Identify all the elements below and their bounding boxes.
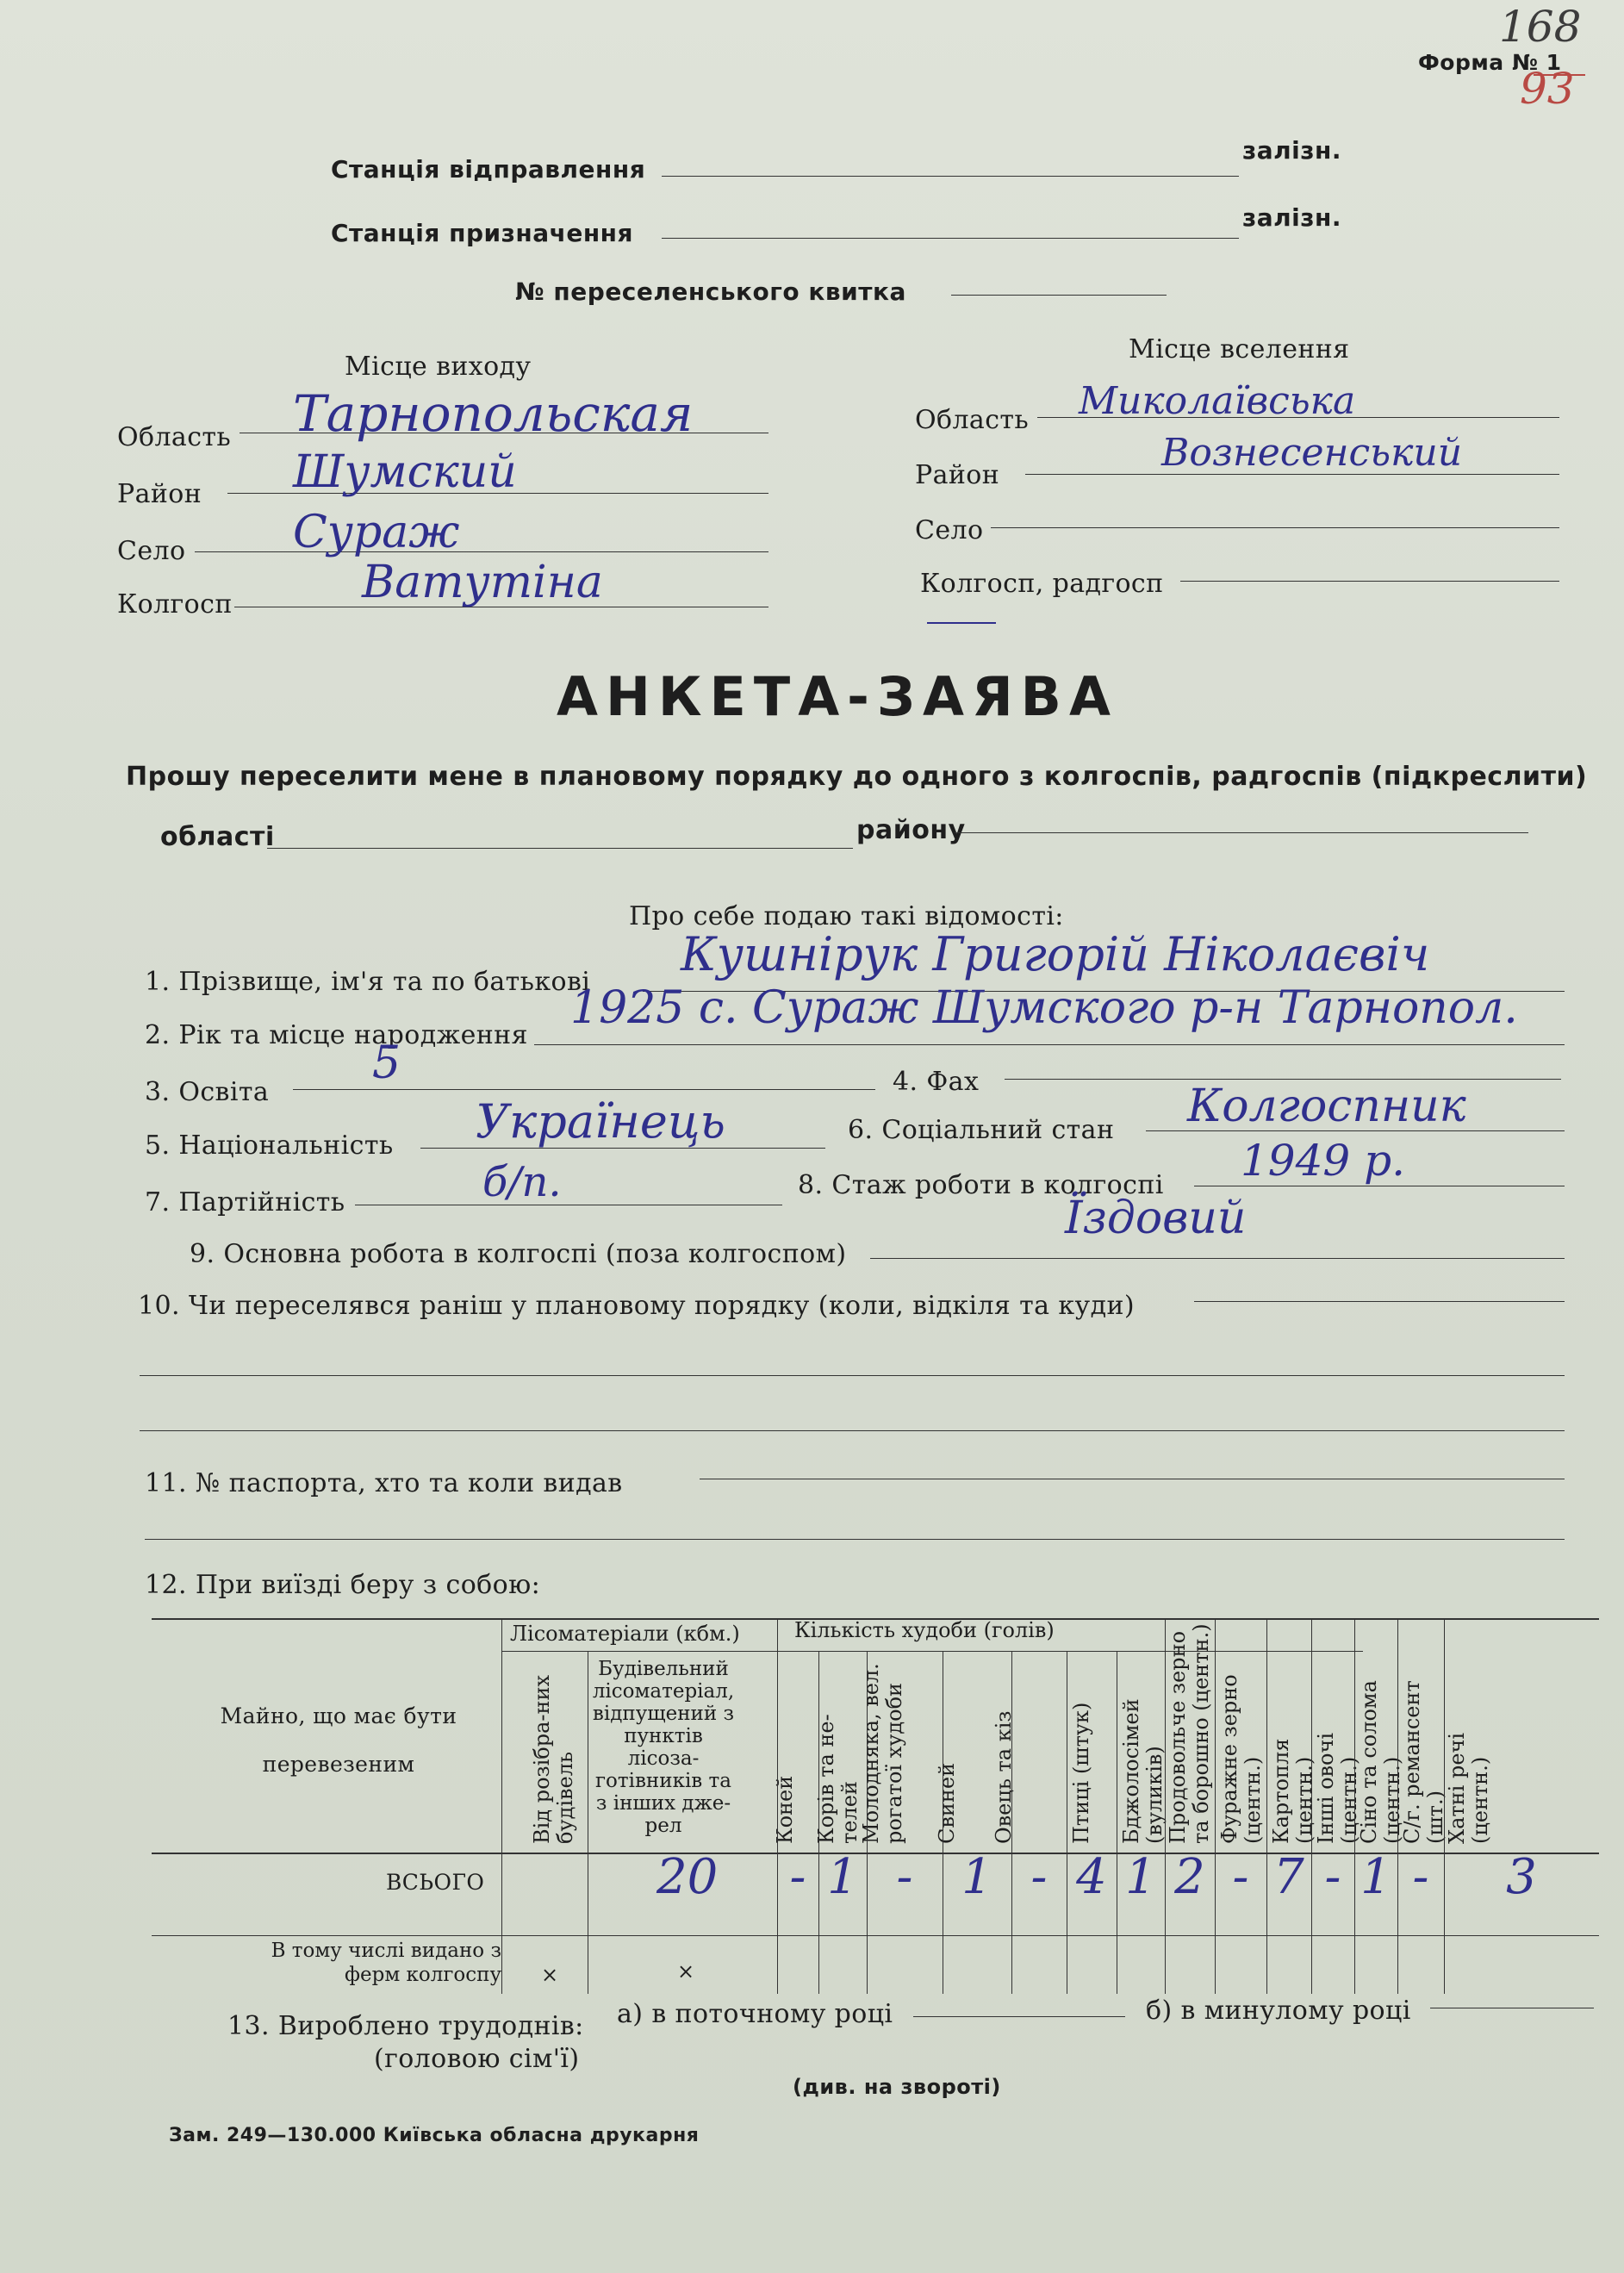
ticket-label: № переселенського квитка	[515, 277, 906, 306]
field-11-extra-line	[145, 1539, 1565, 1540]
row-total-value: -	[789, 1849, 806, 1905]
field-8-value: 1949 р.	[1241, 1136, 1406, 1186]
row-total-value: 4	[1076, 1849, 1107, 1905]
row-total-value: 1	[961, 1849, 992, 1905]
col-food-grain: Продовольче зерно та борошно (центн.)	[1166, 1623, 1213, 1844]
row-total-value: 7	[1273, 1849, 1304, 1905]
field-1-label: 1. Прізвище, ім'я та по батькові	[145, 967, 591, 997]
col-other-vegetables: Інші овочі (центн.)	[1314, 1732, 1361, 1844]
col-farm-equipment: С/г. ремансент (шт.)	[1400, 1680, 1447, 1844]
form-number: Форма № 1	[1418, 50, 1562, 75]
destination-rail-suffix: залізн.	[1242, 203, 1342, 232]
origin-region-value: Тарнопольская	[293, 384, 694, 443]
field-3-label: 3. Освіта	[145, 1077, 270, 1107]
field-10-line	[1194, 1301, 1565, 1302]
livestock-col-pigs: Свиней	[935, 1762, 959, 1844]
row-total-value: 3	[1506, 1849, 1537, 1905]
field-10-extra-line	[140, 1430, 1565, 1431]
field-8-label: 8. Стаж роботи в колгоспі	[798, 1170, 1164, 1200]
field-5-value: Українець	[476, 1094, 725, 1149]
table-column-divider	[1215, 1618, 1216, 1994]
row-total-value: -	[1232, 1849, 1249, 1905]
origin-kolkhoz-label: Колгосп	[117, 589, 233, 620]
row-total-value: 1	[1360, 1849, 1391, 1905]
row-total-value: -	[896, 1849, 913, 1905]
field-12-label: 12. При виїзді беру з собою:	[145, 1570, 541, 1600]
property-header: Майно, що має бути перевезеним	[220, 1703, 457, 1777]
settlement-district-value: Вознесенський	[1161, 431, 1463, 475]
row-total-value: 20	[656, 1849, 719, 1905]
origin-village-line	[195, 551, 768, 552]
belongings-table	[152, 1618, 1599, 1994]
field-4-line	[1005, 1079, 1561, 1080]
timber-col-2-header: Будівельний лісоматеріал, відпущений з пунктів лісоза-готівників та з інших дже-рел	[592, 1658, 735, 1837]
origin-region-label: Область	[117, 422, 232, 452]
table-column-divider	[501, 1618, 502, 1994]
col-household-goods: Хатні речі (центн.)	[1445, 1732, 1492, 1844]
field-13-a-line	[913, 2016, 1125, 2017]
table-column-divider	[1011, 1651, 1012, 1994]
printer-footer: Зам. 249—130.000 Київська обласна друкарня	[169, 2125, 700, 2146]
origin-district-label: Район	[117, 479, 202, 509]
request-line: Прошу переселити мене в плановому порядку до одного з колгоспів, радгоспів (підкреслити)	[126, 762, 1588, 792]
table-column-divider	[1444, 1618, 1445, 1994]
archive-number-red: 93	[1520, 64, 1575, 114]
timber-col-1-header: Від розібра-них будівель	[530, 1674, 577, 1844]
table-column-divider	[1165, 1618, 1166, 1994]
field-5-label: 5. Національність	[145, 1130, 394, 1161]
table-column-divider	[1311, 1618, 1312, 1994]
request-oblast-line	[267, 848, 853, 849]
col-hay-straw: Сіно та солома (центн.)	[1357, 1680, 1404, 1844]
field-13-sub: (головою сім'ї)	[374, 2044, 580, 2074]
see-reverse-note: (див. на звороті)	[793, 2075, 1001, 2099]
origin-kolkhoz-value: Ватутіна	[362, 557, 603, 608]
row-farm-mark: ×	[677, 1959, 695, 1983]
field-9-label: 9. Основна робота в колгоспі (поза колгоспом)	[190, 1239, 847, 1269]
field-9-line	[870, 1258, 1565, 1259]
col-potatoes: Картопля (центн.)	[1269, 1738, 1316, 1844]
livestock-col-young-cattle: Молодняка, вел. рогатої худоби	[859, 1663, 906, 1844]
table-column-divider	[1354, 1618, 1355, 1994]
origin-district-value: Шумский	[293, 446, 517, 498]
table-column-divider	[818, 1651, 819, 1994]
field-9-value: Їздовий	[1065, 1193, 1247, 1244]
table-column-divider	[1266, 1618, 1267, 1994]
livestock-col-sheep-goats: Овець та кіз	[992, 1710, 1016, 1844]
field-7-label: 7. Партійність	[145, 1187, 345, 1217]
row-total-value: 1	[1125, 1849, 1156, 1905]
ticket-line	[951, 295, 1167, 296]
origin-header: Місце виходу	[345, 352, 532, 382]
col-poultry: Птиці (штук)	[1069, 1702, 1093, 1844]
livestock-col-horses: Коней	[773, 1775, 797, 1844]
request-raion-label: району	[856, 815, 966, 845]
field-4-label: 4. Фах	[893, 1067, 980, 1097]
field-7-value: б/п.	[482, 1158, 562, 1206]
field-13-label: 13. Вироблено трудоднів:	[227, 2011, 584, 2041]
handwritten-dash	[927, 622, 996, 624]
field-11-label: 11. № паспорта, хто та коли видав	[145, 1468, 623, 1498]
origin-village-value: Сураж	[293, 507, 460, 558]
settlement-district-label: Район	[915, 460, 1000, 490]
row-total-value: 1	[827, 1849, 858, 1905]
row-total-value: 2	[1174, 1849, 1205, 1905]
departure-line	[662, 176, 1239, 177]
table-row-border	[152, 1935, 1599, 1936]
request-oblast-label: області	[160, 822, 275, 852]
settlement-region-label: Область	[915, 405, 1030, 435]
table-column-divider	[777, 1618, 778, 1994]
row-total-value: -	[1324, 1849, 1341, 1905]
departure-rail-suffix: залізн.	[1242, 136, 1342, 165]
col-fodder-grain: Фуражне зерно (центн.)	[1217, 1674, 1265, 1844]
settlement-header: Місце вселення	[1129, 334, 1350, 364]
field-2-value: 1925 с. Сураж Шумского р-н Тарнопол.	[570, 982, 1518, 1034]
field-13-a-label: а) в поточному році	[617, 1999, 893, 2029]
field-3-value: 5	[372, 1037, 401, 1089]
field-2-line	[534, 1044, 1565, 1045]
destination-label: Станція призначення	[331, 219, 633, 247]
destination-line	[662, 238, 1239, 239]
origin-village-label: Село	[117, 536, 186, 566]
table-column-divider	[867, 1651, 868, 1994]
field-1-value: Кушнірук Григорій Ніколаєвіч	[681, 927, 1430, 981]
field-10-extra-line	[140, 1375, 1565, 1376]
field-13-b-label: б) в минулому році	[1146, 1996, 1411, 2026]
settlement-region-value: Миколаївська	[1079, 379, 1356, 423]
settlement-village-label: Село	[915, 515, 984, 545]
table-group-border	[501, 1651, 1363, 1652]
info-intro: Про себе подаю такі відомості:	[629, 901, 1064, 931]
archive-number: 168	[1499, 2, 1582, 52]
document-title: АНКЕТА-ЗАЯВА	[557, 665, 1118, 728]
row-farm-mark: ×	[541, 1963, 559, 1987]
request-raion-line	[955, 832, 1528, 833]
timber-group-header: Лісоматеріали (кбм.)	[510, 1622, 740, 1646]
field-6-label: 6. Соціальний стан	[848, 1115, 1115, 1145]
settlement-village-line	[991, 527, 1559, 528]
livestock-col-cows: Корів та не-телей	[814, 1714, 862, 1844]
row-total-label: ВСЬОГО	[386, 1870, 485, 1895]
row-total-value: -	[1412, 1849, 1429, 1905]
field-3-line	[293, 1089, 875, 1090]
row-farm-label: В тому числі видано з ферм колгоспу	[271, 1940, 501, 1986]
departure-label: Станція відправлення	[331, 155, 646, 184]
field-2-label: 2. Рік та місце народження	[145, 1020, 528, 1050]
col-beehives: Бджолосімей (вуликів)	[1119, 1698, 1167, 1844]
field-6-value: Колгоспник	[1187, 1080, 1466, 1132]
settlement-farm-label: Колгосп, радгосп	[920, 569, 1164, 599]
field-10-label: 10. Чи переселявся раніш у плановому порядку (коли, відкіля та куди)	[138, 1291, 1135, 1321]
settlement-farm-line	[1180, 581, 1559, 582]
row-total-value: -	[1030, 1849, 1048, 1905]
table-column-divider	[1397, 1618, 1398, 1994]
livestock-group-header: Кількість худоби (голів)	[794, 1618, 1055, 1642]
